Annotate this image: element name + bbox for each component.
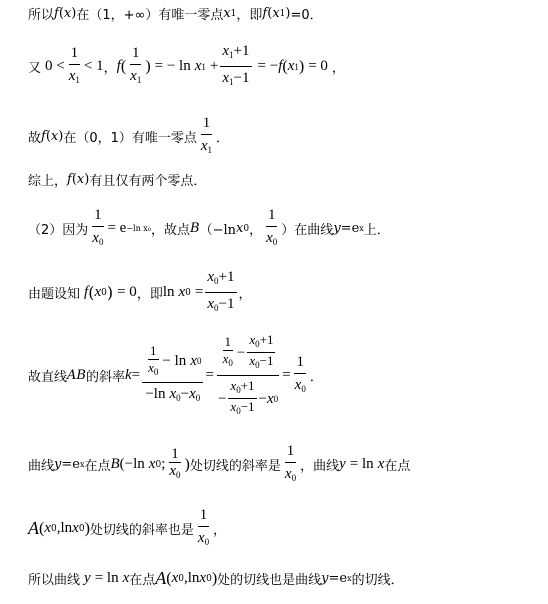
line-2 [28, 40, 345, 93]
text: 处的切线也是曲线 [217, 573, 322, 588]
line-3 [28, 112, 229, 161]
text: 有且仅有两个零点． [89, 174, 207, 189]
math-x: x [50, 129, 59, 144]
math-x: x [194, 58, 202, 74]
superscript: x [359, 224, 364, 233]
math-x: x [122, 570, 130, 586]
math-f: f [262, 6, 268, 21]
numerator: 1 [294, 351, 306, 374]
text: 曲线 [28, 459, 55, 474]
denominator [264, 227, 279, 253]
denominator [221, 351, 235, 371]
denominator [196, 527, 211, 553]
text: 在点 [129, 573, 156, 588]
text: =0． [290, 8, 323, 23]
math: − ln [162, 353, 187, 369]
denominator [205, 293, 236, 319]
subscript: 1 [230, 8, 237, 19]
math: +1 [240, 378, 255, 393]
math-x: x [249, 353, 256, 368]
numerator: 1 [266, 204, 278, 227]
math: ) [285, 6, 291, 21]
fraction [142, 343, 203, 409]
math-x: x [169, 463, 177, 479]
subscript: 0 [176, 470, 181, 480]
denominator [67, 65, 82, 91]
text: 处切线的斜率也是 [89, 523, 194, 538]
subscript: 0 [176, 392, 181, 403]
point-a: A [28, 518, 39, 538]
text: ， [213, 523, 227, 538]
math-x: x [200, 138, 208, 154]
math: = e [107, 220, 127, 236]
math: ) [71, 6, 77, 21]
subscript: 1 [229, 50, 234, 60]
subscript: 1 [279, 8, 286, 19]
math-x: x [199, 570, 207, 586]
subscript: 1 [207, 145, 213, 155]
text: ）在曲线 [281, 223, 334, 238]
denominator [146, 360, 160, 380]
math: ( [45, 129, 51, 144]
fraction [220, 40, 251, 93]
line-6 [28, 266, 252, 319]
math: ( [282, 57, 288, 75]
math: (−ln [119, 456, 145, 472]
numerator: 1 [224, 334, 231, 349]
denominator [128, 65, 143, 91]
denominator [216, 376, 280, 419]
denominator [283, 463, 298, 489]
math-x: x [207, 269, 215, 285]
text: 所以 [28, 8, 55, 23]
math: = [131, 367, 141, 383]
math: −1 [259, 353, 274, 368]
subscript: 0 [178, 573, 184, 584]
denominator [90, 227, 105, 253]
subscript: 1 [201, 61, 206, 72]
math: = ln [349, 456, 374, 472]
superscript: x [79, 460, 85, 469]
line-8 [28, 440, 410, 489]
math-x: x [266, 230, 273, 246]
fraction [228, 378, 256, 419]
math-x: x [94, 284, 102, 300]
math-x: x [207, 296, 215, 312]
fraction [128, 42, 143, 91]
denominator [167, 463, 182, 483]
math: ( [88, 283, 95, 302]
numerator: 1 [69, 42, 81, 65]
math-x: x [169, 385, 177, 402]
text: ，即 [236, 8, 263, 23]
math: ) [298, 57, 305, 75]
numerator [228, 378, 256, 399]
text: 故 [28, 131, 42, 146]
line-9 [28, 504, 226, 553]
point-b: B [110, 456, 120, 472]
math-k: k [124, 367, 132, 383]
subscript: 0 [155, 459, 162, 470]
math: +1 [259, 332, 274, 347]
math-x: x [68, 68, 76, 84]
fraction [216, 332, 280, 419]
math: = − ln [154, 58, 191, 74]
numerator [220, 40, 251, 67]
superscript: x [347, 574, 352, 583]
numerator: 1 [201, 112, 213, 135]
math: =e [328, 571, 348, 586]
point-b: B [190, 221, 200, 236]
denominator [247, 353, 275, 373]
text: 在（1，+∞）有唯一零点 [76, 8, 224, 23]
math-x: x [130, 68, 137, 84]
subscript: 1 [294, 61, 299, 72]
subscript: 1 [136, 75, 142, 85]
text: ，曲线 [300, 459, 340, 474]
math: 0 < [45, 58, 65, 74]
denominator [228, 399, 256, 419]
denominator [293, 374, 308, 400]
text: 上． [363, 223, 390, 238]
math-x: x [148, 456, 156, 472]
math: ,ln [184, 570, 200, 586]
math-y: y [84, 570, 91, 586]
math-x: x [287, 58, 295, 74]
math: − [217, 390, 227, 407]
math: ) [58, 129, 64, 144]
fraction [221, 334, 235, 371]
math-x: x [72, 520, 79, 536]
subscript: 0 [206, 573, 212, 584]
math: ; [161, 456, 166, 472]
text: 由题设知 [28, 287, 81, 302]
math: ( [71, 172, 77, 187]
math: （−ln [199, 223, 237, 238]
text: 又 [28, 61, 42, 76]
math: − [236, 344, 246, 361]
subscript: 0 [273, 393, 279, 404]
math-x: x [222, 351, 229, 366]
subscript: 0 [196, 356, 202, 366]
math-x: x [197, 530, 205, 546]
math-x: x [377, 456, 385, 472]
math-x: x [223, 6, 231, 21]
subscript: 0 [255, 360, 260, 370]
math: = [205, 367, 214, 383]
math: ) [84, 172, 90, 187]
fraction [293, 351, 308, 400]
numerator [205, 266, 236, 293]
math: ) [184, 455, 190, 473]
subscript: 0 [291, 473, 297, 483]
math: = 0 [308, 58, 328, 74]
fraction [90, 204, 105, 253]
math: ) [211, 569, 218, 587]
subscript: 0 [228, 358, 233, 368]
text: 故直线 [28, 370, 68, 385]
math: ( [267, 6, 273, 21]
math: ,ln [56, 520, 73, 536]
math-x: x [63, 6, 72, 21]
math-x: x [222, 43, 230, 59]
subscript: 1 [75, 75, 80, 85]
text: 在（0，1）有唯一零点 [63, 131, 197, 146]
math-f: f [54, 6, 59, 21]
fraction [247, 332, 275, 373]
text: ， [249, 223, 263, 238]
subscript: 0 [153, 366, 159, 377]
math: = [194, 284, 204, 300]
line-4 [28, 170, 206, 189]
line-1 [28, 4, 323, 23]
denominator [143, 383, 202, 409]
subscript: 0 [301, 384, 306, 394]
text: 所以曲线 [28, 573, 81, 588]
math-x: x [222, 70, 230, 86]
math-y: y [321, 571, 329, 586]
fraction [264, 204, 279, 253]
fraction [205, 266, 236, 319]
math-x: x [92, 230, 99, 246]
math-x: x [76, 172, 85, 187]
subscript: 0 [78, 523, 85, 534]
math: ) [145, 57, 151, 75]
text: ，故点 [151, 223, 191, 238]
math-y: y [54, 457, 62, 472]
math-f: f [67, 172, 72, 187]
math: < 1 [83, 58, 104, 74]
math-x: x [44, 520, 51, 536]
math: =e [340, 221, 360, 236]
numerator: 1 [171, 446, 179, 462]
text: 在点 [384, 459, 411, 474]
subscript: 0 [185, 287, 191, 298]
text: ． [216, 131, 230, 146]
math: = − [257, 58, 279, 74]
text: ， [103, 61, 117, 76]
math: −1 [233, 70, 250, 86]
fraction [146, 343, 160, 380]
subscript: 0 [101, 287, 107, 298]
fraction [283, 440, 298, 489]
numerator: 1 [92, 204, 104, 227]
subscript: 0 [51, 523, 57, 534]
numerator: 1 [285, 440, 297, 463]
math-f: f [278, 58, 283, 74]
text: ， [238, 287, 252, 302]
math-x: x [230, 399, 237, 414]
math-x: x [249, 332, 256, 347]
superscript: −ln x₀ [126, 224, 152, 233]
math: ) [84, 519, 90, 537]
subscript: 0 [195, 392, 201, 403]
math: +1 [218, 269, 235, 285]
denominator [220, 67, 251, 93]
math: +1 [233, 43, 250, 59]
numerator [247, 332, 275, 353]
math: −1 [240, 399, 255, 414]
math: ) [106, 283, 114, 302]
denominator [199, 135, 214, 161]
math-f: f [41, 129, 46, 144]
math: − [258, 390, 267, 407]
text: （2）因为 [28, 223, 89, 238]
math: − [180, 385, 190, 402]
text: 的切线． [351, 573, 404, 588]
subscript: 0 [214, 276, 219, 286]
text: 处切线的斜率是 [189, 459, 281, 474]
math-ln: ln [162, 284, 175, 300]
text: ． [309, 370, 323, 385]
subscript: 0 [272, 237, 278, 247]
numerator: 1 [130, 42, 142, 65]
math-f: f [84, 284, 89, 300]
fraction [167, 446, 182, 483]
math-x: x [267, 390, 274, 407]
math: −1 [218, 296, 235, 312]
subscript: 1 [229, 77, 234, 87]
subscript: 0 [214, 303, 219, 313]
math-y: y [333, 221, 341, 236]
fraction [67, 42, 82, 91]
math-y: y [339, 456, 346, 472]
subscript: 0 [204, 537, 210, 547]
subscript: 0 [236, 385, 241, 395]
text: ，即 [136, 287, 163, 302]
math: = 0 [117, 284, 137, 300]
text: ， [331, 61, 345, 76]
point-a: A [155, 568, 167, 588]
math: ( [120, 57, 127, 75]
math: ( [39, 519, 45, 537]
fraction [196, 504, 211, 553]
math-x: x [190, 353, 197, 369]
subscript: 0 [236, 406, 241, 416]
math: ( [58, 6, 64, 21]
fraction [199, 112, 214, 161]
text: 的斜率 [85, 370, 125, 385]
line-5 [28, 204, 390, 253]
subscript: 0 [98, 237, 104, 247]
text: 在点 [84, 459, 111, 474]
numerator [142, 343, 203, 383]
numerator [217, 332, 280, 376]
math: = ln [94, 570, 119, 586]
math-f: f [116, 58, 121, 74]
math: −ln [145, 385, 166, 402]
math: + [209, 58, 219, 74]
math-x: x [272, 6, 280, 21]
math-x: x [148, 359, 154, 375]
math: ( [166, 569, 172, 587]
numerator: 1 [150, 342, 157, 358]
math-x: x [171, 570, 179, 586]
math-x: x [189, 385, 196, 402]
math-x: x [294, 377, 302, 393]
math: =e [61, 457, 80, 472]
math-x: x [284, 466, 292, 482]
subscript: 0 [255, 339, 260, 349]
math-x: x [230, 378, 237, 393]
math-x: x [236, 221, 244, 236]
text: 综上， [28, 174, 68, 189]
line-7 [28, 332, 323, 419]
math-x: x [178, 284, 186, 300]
numerator: 1 [198, 504, 210, 527]
line-10 [28, 568, 404, 589]
line-ab: AB [67, 368, 86, 383]
subscript: 0 [243, 223, 250, 234]
math: = [282, 367, 291, 383]
